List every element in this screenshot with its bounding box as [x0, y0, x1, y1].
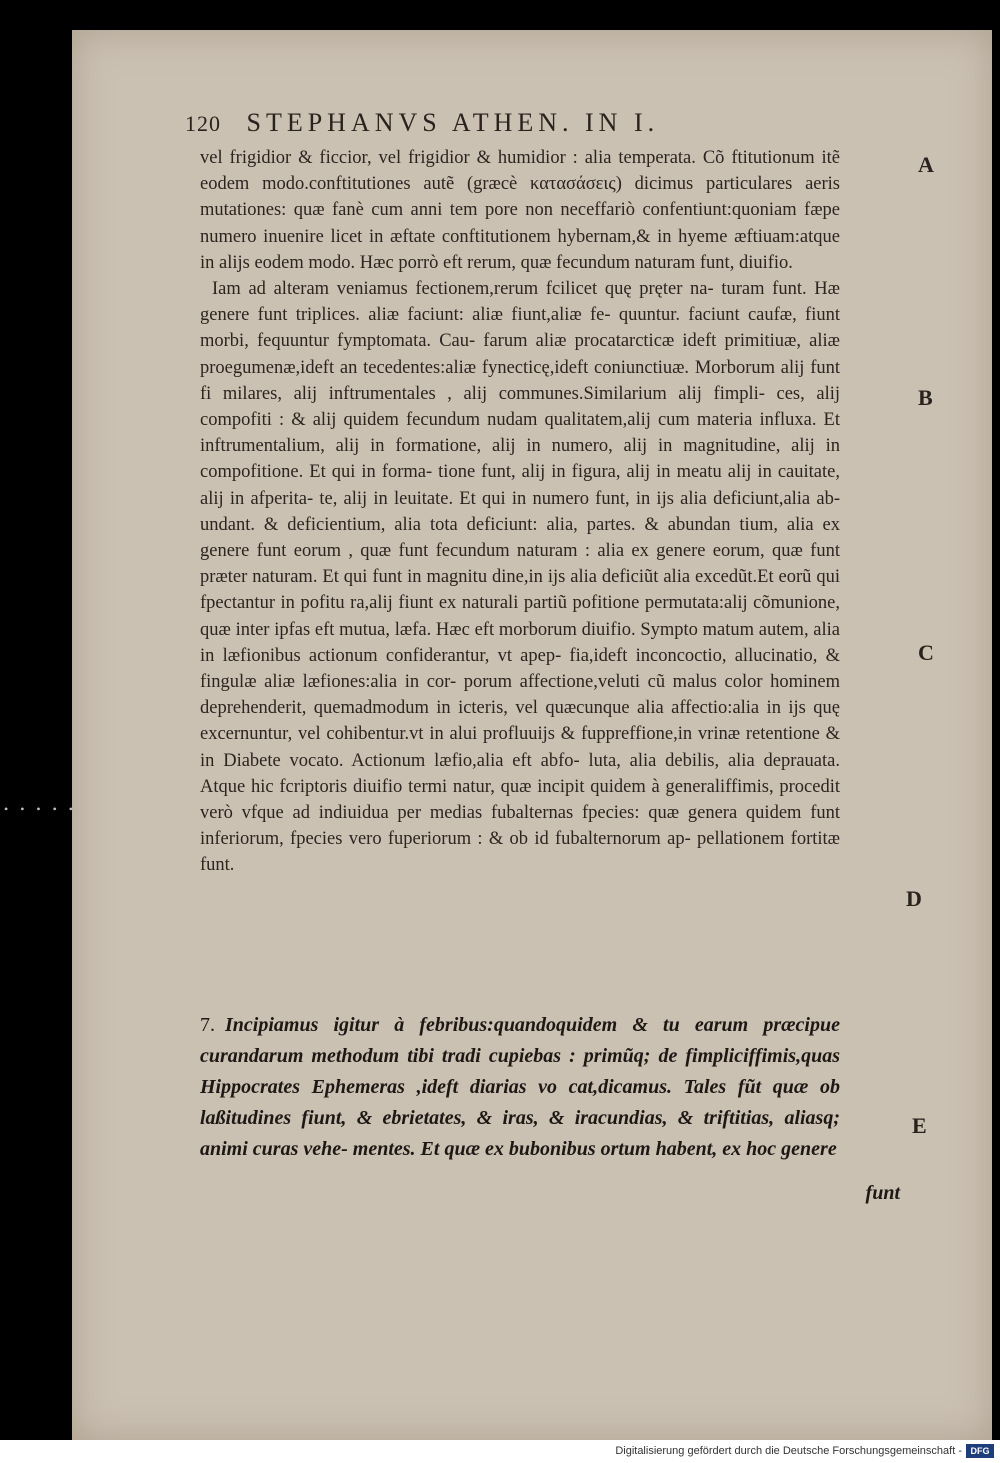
paragraph-2: Iam ad alteram veniamus fectionem,rerum fcilicet quę pręter na- turam funt. Hæ genere funt triplices. aliæ faciunt: aliæ fiunt,aliæ fe- quuntur. faciunt caufæ, fiunt morbi, fequuntur fymptomata. Cau- farum aliæ procatarcticæ ideft primitiuæ, aliæ proegumenæ,ideft an tecedentes:aliæ fynecticę,ideft coniunctiuæ. Morborum alij funt fi milares, alij inftrumentales , alij communes.Similarium alij fimpli- ces, alij compofiti : & alij quidem fecundum nudam qualitatem,alij cum materia influxa. Et inftrumentalium, alij in formatione, alij in numero, alij in magnitudine, alij in compofitione. Et qui in forma- tione funt, alij in figura, alij in meatu alij in cauitate, alij in afperita- te, alij in leuitate. Et qui in numero funt, in ijs alia deficiunt,alia ab- undant. & deficientium, alia tota deficiunt: alia, partes. & abundan tium, alia ex genere funt eorum , quæ funt fecundum naturam : alia ex genere eorum, quæ funt præter naturam. Et qui funt in magnitu dine,in ijs alia deficiũt alia excedũt.Et eorũ qui fpectantur in pofitu ra,alij fiunt ex naturali partiũ pofitione permutata:alij cõmunione, quæ inter ipfas eft mutua, læfa. Hæc eft morborum diuifio. Sympto matum autem, alia in læfionibus actionum confiderantur, vt apep- fia,ideft inconcoctio, allucinatio, & fingulæ aliæ læfiones:alia in cor- porum affectione,veluti cũ malus color hominem deprehenderit, quemadmodum in icteris, vel quæcunque alia affectio:alia in ijs quę excernuntur, vel cohibentur.vt in alui profluuijs & fuppreffione,in vrinæ retentione & in Diabete vocato. Actionum læfio,alia eft abfo- luta, alia debilis, alia deprauata. Atque hic fcriptoris diuifio termi natur, quæ incipit quidem à generaliffimis, procedit verò vfque ad indiuidua per medias fubalternas fpecies: quæ genera quidem funt inferiorum, fpecies vero fuperiorum : & ob id fubalternorum ap- pellationem fortitæ funt.: [200, 279, 840, 876]
footer-bar: [0, 1440, 1000, 1463]
margin-letter-d: D: [906, 886, 922, 911]
section-7: [200, 1010, 840, 1165]
margin-letter-e: E: [912, 1113, 927, 1138]
footer-credit: Digitalisierung gefördert durch die Deutsche Forschungsgemeinschaft -: [615, 1445, 962, 1457]
section-number: 7.: [200, 1014, 215, 1036]
margin-letter-c: C: [918, 640, 934, 665]
running-head: [185, 108, 805, 138]
page-number: 120: [185, 111, 221, 136]
catchword: funt: [865, 1182, 900, 1204]
dfg-logo: DFG: [966, 1444, 994, 1458]
margin-letter-a: A: [918, 152, 934, 177]
margin-letter-b: B: [918, 385, 933, 410]
paragraph-1: vel frigidior & ficcior, vel frigidior & humidior : alia temperata. Cõ ftitutionum itẽ eodem modo.conftitutiones autẽ (græcè κατασάσεις) dicimus particulares aeris mutationes: quæ fanè cum anni tem pore non neceffariò confentiunt:quoniam fæpe numero inuenire licet in æftate conftitutionem hybernam,& in hyeme æftiuam:atque in alijs eodem modo. Hæc porrò eft rerum, quæ fecundum naturam funt, diuifio.: [200, 148, 840, 273]
scan-edge-marks: •••••: [4, 802, 86, 816]
body-text: [200, 145, 840, 879]
section-text: Incipiamus igitur à febribus:quandoquidem & tu earum præcipue curandarum methodum tibi tradi cupiebas : primũq; de fimpliciffimis,quas Hippocrates Ephemeras ,ideft diarias vo cat,dicamus. Tales fũt quæ ob laßitudines fiunt, & ebrietates, & iras, & iracundias, & triftitias, aliasq; animi curas vehe- mentes. Et quæ ex bubonibus ortum habent, ex hoc genere: [200, 1014, 840, 1160]
running-title: STEPHANVS ATHEN. IN I.: [246, 108, 660, 137]
